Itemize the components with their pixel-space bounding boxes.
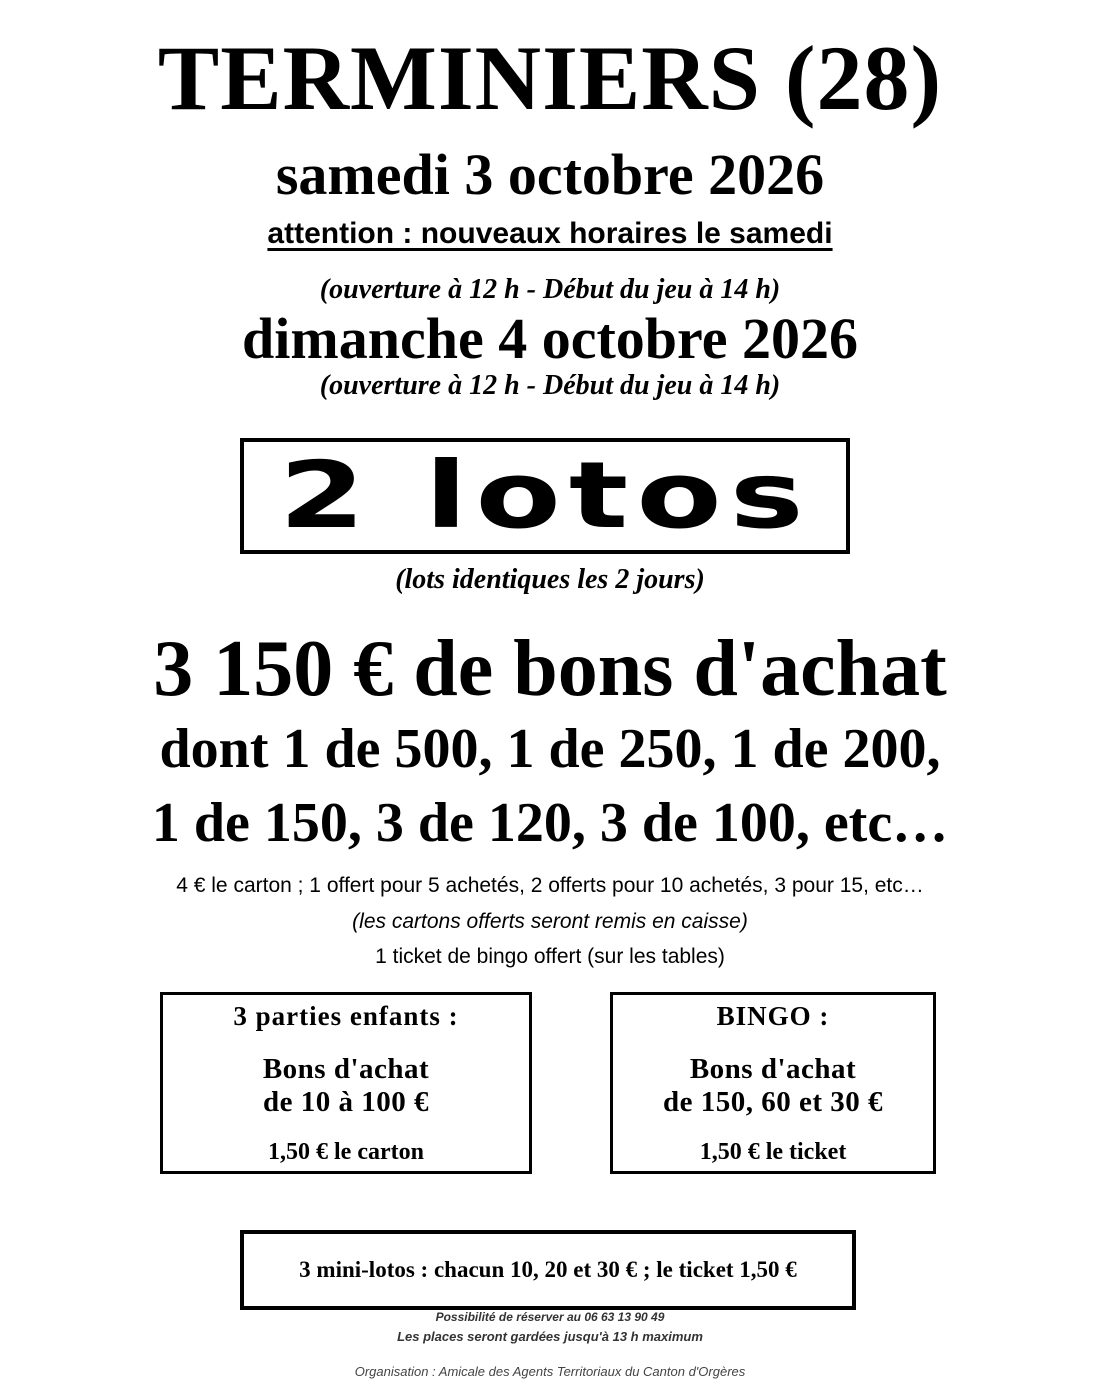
prize-detail-line-2: 1 de 150, 3 de 120, 3 de 100, etc…	[151, 792, 949, 854]
children-games-price: 1,50 € le carton	[268, 1139, 424, 1165]
places-kept-note: Les places seront gardées jusqu'à 13 h maximum	[397, 1329, 703, 1344]
sunday-date: dimanche 4 octobre 2026	[242, 306, 858, 371]
lots-identiques-note: (lots identiques les 2 jours)	[395, 564, 705, 595]
reservation-phone: Possibilité de réserver au 06 63 13 90 49	[435, 1310, 665, 1324]
children-games-box	[160, 992, 532, 1174]
total-prizes-heading: 3 150 € de bons d'achat	[153, 625, 947, 713]
event-location-title: TERMINIERS (28)	[157, 27, 943, 129]
bingo-heading: BINGO :	[716, 1001, 830, 1031]
bingo-ticket-offer: 1 ticket de bingo offert (sur les tables)	[375, 945, 725, 968]
organisation-credit: Organisation : Amicale des Agents Territoriaux du Canton d'Orgères	[354, 1364, 746, 1379]
cartons-offerts-note: (les cartons offerts seront remis en caisse)	[352, 910, 748, 933]
children-prizes-line-2: de 10 à 100 €	[263, 1086, 429, 1118]
lotos-label: 2 lotos	[278, 442, 812, 549]
bingo-price: 1,50 € le ticket	[699, 1139, 847, 1165]
saturday-date: samedi 3 octobre 2026	[275, 142, 825, 207]
attention-notice	[0, 214, 1100, 254]
children-prizes-line-1: Bons d'achat	[262, 1053, 430, 1085]
mini-lotos-box	[240, 1230, 856, 1310]
bingo-box	[610, 992, 936, 1174]
saturday-hours: (ouverture à 12 h - Début du jeu à 14 h)	[319, 274, 781, 305]
carton-price-info: 4 € le carton ; 1 offert pour 5 achetés, 2 offerts pour 10 achetés, 3 pour 15, etc…	[176, 874, 924, 897]
lotos-banner	[240, 438, 850, 554]
children-games-prizes	[163, 1053, 529, 1119]
bingo-prizes-line-1: Bons d'achat	[689, 1053, 857, 1085]
mini-lotos-text: 3 mini-lotos : chacun 10, 20 et 30 € ; le ticket 1,50 €	[299, 1257, 797, 1282]
prize-detail-line-1: dont 1 de 500, 1 de 250, 1 de 200,	[159, 718, 941, 780]
attention-text: attention : nouveaux horaires le samedi	[267, 217, 833, 250]
bingo-prizes-line-2: de 150, 60 et 30 €	[662, 1086, 884, 1118]
children-games-heading: 3 parties enfants :	[233, 1001, 459, 1031]
sunday-hours: (ouverture à 12 h - Début du jeu à 14 h)	[319, 370, 781, 401]
bingo-prizes	[613, 1053, 933, 1119]
